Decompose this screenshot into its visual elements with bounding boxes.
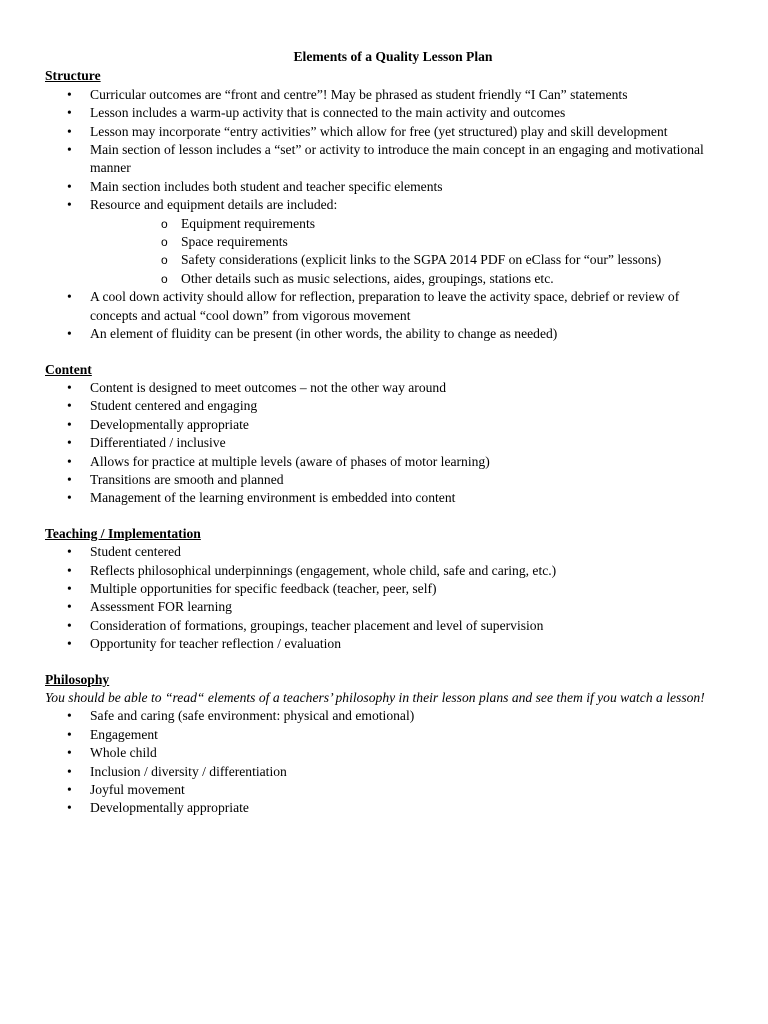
list-item-text: Engagement bbox=[90, 726, 158, 742]
list-item-text: Resource and equipment details are included: bbox=[90, 197, 338, 213]
list-item-text: Developmentally appropriate bbox=[90, 800, 249, 816]
sub-bullet-icon: o bbox=[161, 216, 168, 231]
bullet-list bbox=[45, 707, 725, 817]
list-item bbox=[45, 453, 725, 471]
list-item bbox=[45, 123, 725, 141]
section-structure bbox=[45, 67, 725, 343]
list-item-text: Opportunity for teacher reflection / evaluation bbox=[90, 636, 342, 652]
bullet-icon: • bbox=[67, 745, 72, 761]
list-item-text: An element of fluidity can be present (in other words, the ability to change as needed) bbox=[90, 326, 558, 342]
bullet-icon: • bbox=[67, 86, 72, 102]
bullet-icon: • bbox=[67, 326, 72, 342]
bullet-icon: • bbox=[67, 636, 72, 652]
bullet-icon: • bbox=[67, 197, 72, 213]
bullet-icon: • bbox=[67, 142, 72, 158]
list-item-text: Joyful movement bbox=[90, 782, 185, 798]
list-item-text: Management of the learning environment is embedded into content bbox=[90, 490, 456, 506]
list-item-text: Content is designed to meet outcomes – not the other way around bbox=[90, 379, 447, 395]
sub-list-item-text: Safety considerations (explicit links to the SGPA 2014 PDF on eClass for “our” lessons) bbox=[181, 252, 662, 268]
section-content bbox=[45, 361, 725, 508]
section-heading: Teaching / Implementation bbox=[45, 525, 201, 541]
list-item-text: Main section includes both student and teacher specific elements bbox=[90, 178, 443, 194]
bullet-icon: • bbox=[67, 490, 72, 506]
list-item-text: Lesson may incorporate “entry activities” which allow for free (yet structured) play and skill development bbox=[90, 123, 668, 139]
list-item-text: Curricular outcomes are “front and centre”! May be phrased as student friendly “I Can” statements bbox=[90, 86, 628, 102]
sub-list-item-text: Equipment requirements bbox=[181, 215, 316, 231]
bullet-icon: • bbox=[67, 471, 72, 487]
section-heading: Philosophy bbox=[45, 671, 110, 687]
document-title: Elements of a Quality Lesson Plan bbox=[293, 49, 493, 64]
bullet-icon: • bbox=[67, 398, 72, 414]
section-note: You should be able to “read“ elements of a teachers’ philosophy in their lesson plans and see them if you watch a lesson! bbox=[45, 690, 705, 705]
sub-list-item bbox=[90, 251, 725, 269]
section-heading: Content bbox=[45, 361, 92, 377]
list-item-text: Allows for practice at multiple levels (aware of phases of motor learning) bbox=[90, 453, 490, 469]
sub-list-item-text: Other details such as music selections, aides, groupings, stations etc. bbox=[181, 270, 554, 286]
list-item bbox=[45, 617, 725, 635]
section-philosophy bbox=[45, 671, 725, 818]
sub-list bbox=[90, 215, 725, 289]
bullet-icon: • bbox=[67, 453, 72, 469]
list-item bbox=[45, 141, 725, 178]
bullet-icon: • bbox=[67, 708, 72, 724]
sub-bullet-icon: o bbox=[161, 253, 168, 268]
bullet-icon: • bbox=[67, 617, 72, 633]
sub-bullet-icon: o bbox=[161, 235, 168, 250]
bullet-icon: • bbox=[67, 599, 72, 615]
list-item bbox=[45, 416, 725, 434]
list-item bbox=[45, 562, 725, 580]
bullet-icon: • bbox=[67, 562, 72, 578]
sub-bullet-icon: o bbox=[161, 271, 168, 286]
section-heading: Structure bbox=[45, 68, 101, 84]
list-item-text: Transitions are smooth and planned bbox=[90, 471, 284, 487]
list-item bbox=[45, 434, 725, 452]
bullet-icon: • bbox=[67, 379, 72, 395]
list-item bbox=[45, 196, 725, 288]
list-item-text: Student centered and engaging bbox=[90, 398, 258, 414]
list-item bbox=[45, 726, 725, 744]
list-item-text: Safe and caring (safe environment: physical and emotional) bbox=[90, 708, 415, 724]
list-item bbox=[45, 635, 725, 653]
list-item bbox=[45, 763, 725, 781]
bullet-icon: • bbox=[67, 289, 72, 305]
section-teaching-implementation bbox=[45, 525, 725, 654]
bullet-icon: • bbox=[67, 105, 72, 121]
sections-container bbox=[45, 67, 725, 817]
list-item bbox=[45, 781, 725, 799]
bullet-icon: • bbox=[67, 726, 72, 742]
list-item-text: Reflects philosophical underpinnings (engagement, whole child, safe and caring, etc.) bbox=[90, 562, 557, 578]
list-item-text: Consideration of formations, groupings, teacher placement and level of supervision bbox=[90, 617, 544, 633]
list-item bbox=[45, 707, 725, 725]
document-page bbox=[45, 48, 725, 835]
bullet-icon: • bbox=[67, 763, 72, 779]
list-item bbox=[45, 86, 725, 104]
bullet-list bbox=[45, 86, 725, 344]
bullet-icon: • bbox=[67, 123, 72, 139]
sub-list-item bbox=[90, 233, 725, 251]
list-item bbox=[45, 598, 725, 616]
sub-list-item bbox=[90, 270, 725, 288]
list-item bbox=[45, 178, 725, 196]
list-item-text: Multiple opportunities for specific feedback (teacher, peer, self) bbox=[90, 580, 437, 596]
list-item bbox=[45, 543, 725, 561]
sub-list-item-text: Space requirements bbox=[181, 234, 288, 250]
bullet-icon: • bbox=[67, 544, 72, 560]
list-item-text: Student centered bbox=[90, 544, 181, 560]
bullet-list bbox=[45, 543, 725, 653]
bullet-icon: • bbox=[67, 782, 72, 798]
list-item bbox=[45, 104, 725, 122]
list-item bbox=[45, 471, 725, 489]
list-item bbox=[45, 325, 725, 343]
sub-list-item bbox=[90, 215, 725, 233]
list-item bbox=[45, 744, 725, 762]
bullet-icon: • bbox=[67, 416, 72, 432]
list-item bbox=[45, 489, 725, 507]
list-item bbox=[45, 397, 725, 415]
bullet-list bbox=[45, 379, 725, 508]
list-item bbox=[45, 379, 725, 397]
bullet-icon: • bbox=[67, 580, 72, 596]
list-item-text: Developmentally appropriate bbox=[90, 416, 249, 432]
list-item-text: Lesson includes a warm-up activity that is connected to the main activity and outcomes bbox=[90, 105, 566, 121]
list-item-text: Assessment FOR learning bbox=[90, 599, 232, 615]
list-item bbox=[45, 580, 725, 598]
list-item-text: Whole child bbox=[90, 745, 157, 761]
bullet-icon: • bbox=[67, 435, 72, 451]
bullet-icon: • bbox=[67, 178, 72, 194]
list-item-text: Inclusion / diversity / differentiation bbox=[90, 763, 287, 779]
list-item bbox=[45, 799, 725, 817]
bullet-icon: • bbox=[67, 800, 72, 816]
list-item-text: Main section of lesson includes a “set” or activity to introduce the main concept in an engaging and motivational manner bbox=[90, 142, 704, 176]
list-item-text: Differentiated / inclusive bbox=[90, 435, 226, 451]
list-item-text: A cool down activity should allow for reflection, preparation to leave the activity space, debrief or review of concepts and actual “cool down” from vigorous movement bbox=[90, 289, 680, 323]
list-item bbox=[45, 288, 725, 325]
